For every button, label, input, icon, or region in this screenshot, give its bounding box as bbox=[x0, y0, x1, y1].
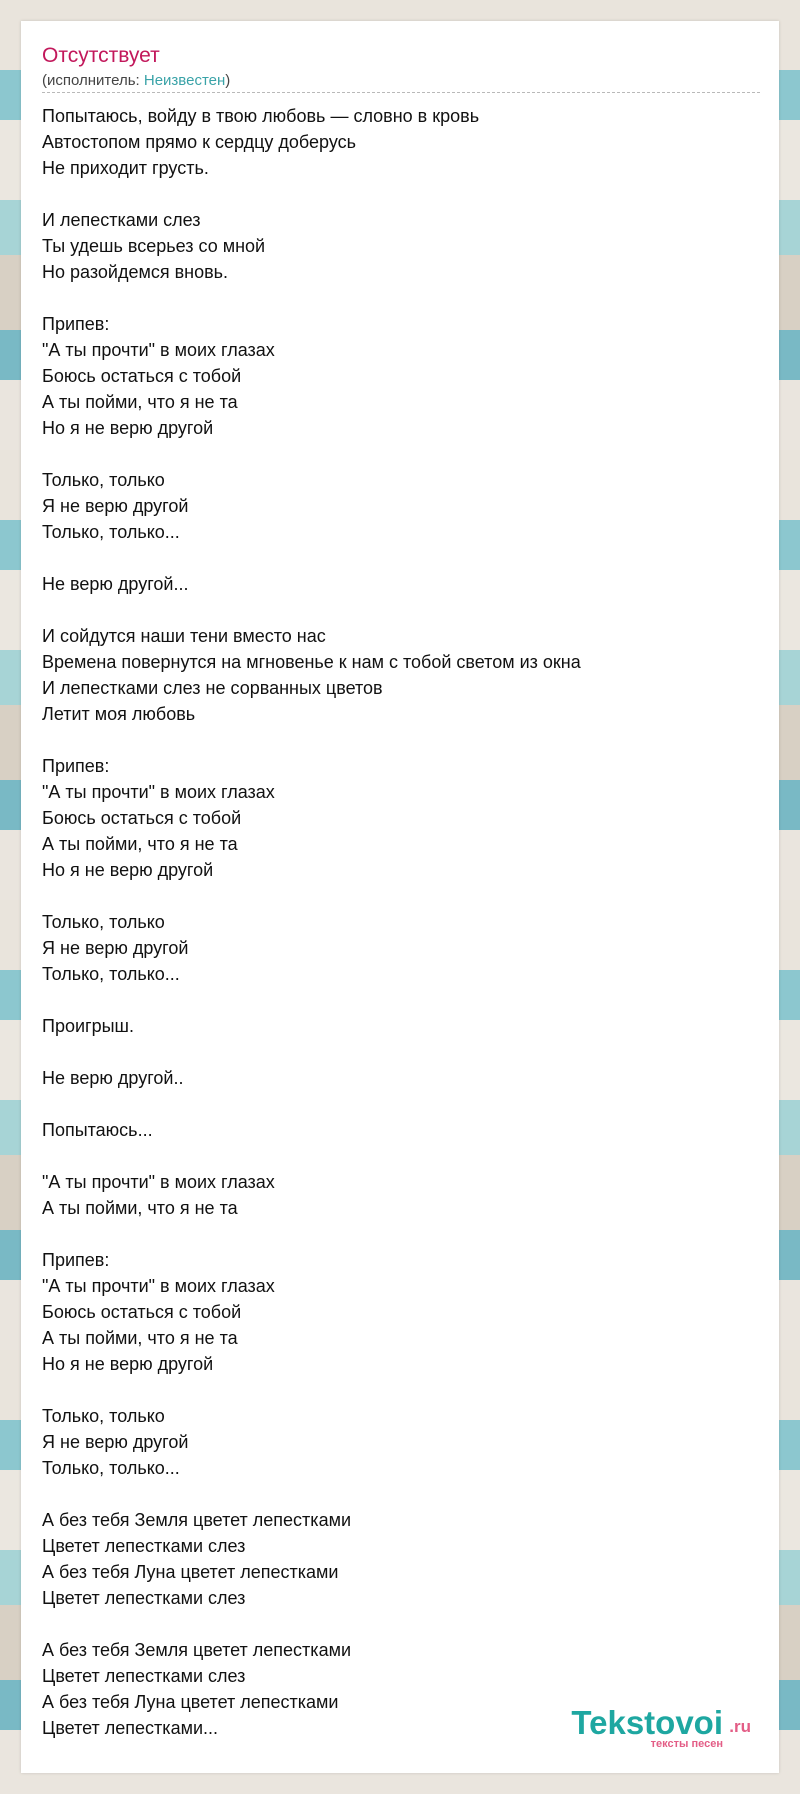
artist-prefix: (исполнитель: bbox=[42, 72, 144, 89]
lyrics-card bbox=[21, 21, 779, 1773]
artist-suffix: ) bbox=[225, 72, 231, 89]
artist-link[interactable]: Неизвестен bbox=[143, 72, 226, 89]
song-title: Отсутствует bbox=[42, 44, 160, 67]
lyrics-text: Попытаюсь, войду в твою любовь — словно в кровь Автостопом прямо к сердцу доберусь Не приходит грусть. И лепестками слез Ты удешь всерьез со мной Но разойдемся вновь. Припев: "А ты прочти" в моих глазах Боюсь остаться с тобой А ты пойми, что я не та Но я не верю другой Только, только Я не верю другой Только, только... Не верю другой... И сойдутся наши тени вместо нас Времена повернутся на мгновенье к нам с тобой светом из окна И лепестками слез не сорванных цветов Летит моя любовь Припев: "А ты прочти" в моих глазах Боюсь остаться с тобой А ты пойми, что я не та Но я не верю другой Только, только Я не верю другой Только, только... Проигрыш. Не верю другой.. Попытаюсь... "А ты прочти" в моих глазах А ты пойми, что я не та Припев: "А ты прочти" в моих глазах Боюсь остаться с тобой А ты пойми, что я не та Но я не верю другой Только, только Я не верю другой Только, только... А без тебя Земля цветет лепестками Цветет лепестками слез А без тебя Луна цветет лепестками Цветет лепестками слез А без тебя Земля цветет лепестками Цветет лепестками слез А без тебя Луна цветет лепестками Цветет лепестками... bbox=[42, 106, 581, 1738]
logo-wordmark: Tekstovoi bbox=[571, 1704, 723, 1741]
logo-tagline: тексты песен bbox=[650, 1738, 723, 1750]
logo-tld: .ru bbox=[729, 1717, 751, 1736]
artist-line bbox=[42, 72, 230, 90]
dashed-divider bbox=[42, 92, 760, 93]
site-logo[interactable] bbox=[561, 1705, 751, 1751]
